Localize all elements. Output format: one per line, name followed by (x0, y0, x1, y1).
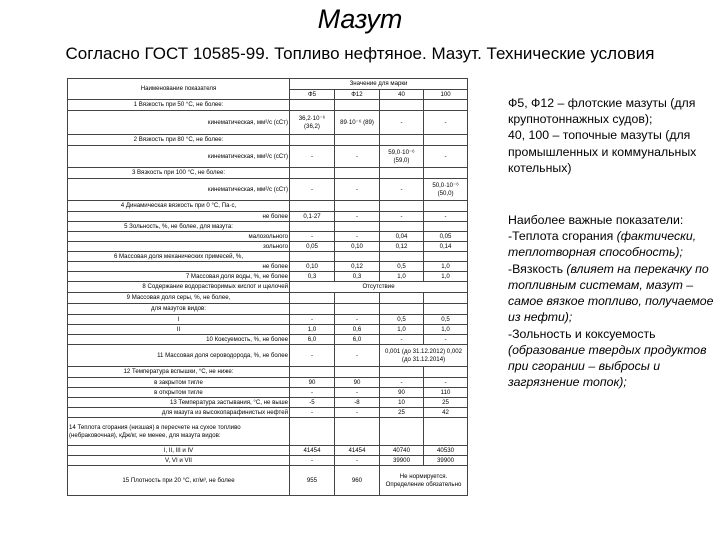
table-row (68, 242, 468, 252)
indicator-cell: 6 Массовая доля механических примесей, %, (68, 252, 290, 262)
value-cell: 1,0 (424, 262, 468, 272)
value-cell: 25 (424, 398, 468, 408)
header-mark-40: 40 (380, 90, 424, 100)
value-cell: - (290, 388, 335, 398)
indicator-cell: кинематическая, мм²/с (сСт) (68, 111, 290, 135)
value-cell: 0,14 (424, 242, 468, 252)
value-cell: - (335, 315, 380, 325)
indicator-cell: I (68, 315, 290, 325)
indicator-cell: 11 Массовая доля сероводорода, %, не более (68, 345, 290, 367)
table-row (68, 135, 468, 146)
value-cell: 40740 (380, 446, 424, 456)
table-row (68, 398, 468, 408)
indicator-cell: I, II, III и IV (68, 446, 290, 456)
value-cell: - (335, 212, 380, 222)
value-cell: 955 (290, 466, 335, 496)
value-cell (290, 367, 335, 378)
indicator-cell: в открытом тигле (68, 388, 290, 398)
table-row (68, 378, 468, 388)
value-cell: 1,0 (380, 325, 424, 335)
value-cell (335, 100, 380, 111)
table-row (68, 100, 468, 111)
header-values-title: Значение для марки (290, 79, 468, 90)
value-cell (335, 222, 380, 232)
value-cell (424, 168, 468, 179)
value-cell: 0,6 (335, 325, 380, 335)
table-row (68, 252, 468, 262)
value-cell: 0,10 (335, 242, 380, 252)
value-cell: - (335, 456, 380, 466)
viscosity-label: -Вязкость (508, 261, 563, 276)
value-cell (380, 418, 424, 446)
value-cell: 25 (380, 408, 424, 418)
table-row (68, 367, 468, 378)
indicator-cell: кинематическая, мм²/с (сСт) (68, 179, 290, 201)
fuel-types-note (508, 95, 720, 176)
value-cell: - (424, 212, 468, 222)
table-row (68, 179, 468, 201)
value-cell (380, 135, 424, 146)
table-row (68, 456, 468, 466)
viscosity-note: (влияет на перекачку по топливным системам, мазут – самое вязкое топливо, получаемое из нефти); (508, 261, 714, 325)
table-row (68, 466, 468, 496)
indicator-cell: 3 Вязкость при 100 °С, не более: (68, 168, 290, 179)
indicator-cell: в закрытом тигле (68, 378, 290, 388)
value-cell (335, 135, 380, 146)
value-cell (335, 252, 380, 262)
table-row (68, 212, 468, 222)
value-cell: 90 (380, 388, 424, 398)
value-cell: - (380, 378, 424, 388)
indicator-cell: II (68, 325, 290, 335)
table-row (68, 304, 468, 315)
value-cell (424, 304, 468, 315)
table-row (68, 293, 468, 304)
value-cell: - (380, 212, 424, 222)
value-cell: 0,12 (335, 262, 380, 272)
indicator-cell: 8 Содержание водорастворимых кислот и щелочей (68, 282, 290, 293)
indicator-cell: 9 Массовая доля серы, %, не более, (68, 293, 290, 304)
value-cell: - (290, 456, 335, 466)
table-row (68, 335, 468, 345)
heat-value-item (508, 228, 720, 260)
indicator-cell: 13 Температура застывания, °С, не выше (68, 398, 290, 408)
value-cell: - (424, 378, 468, 388)
header-mark-100: 100 (424, 90, 468, 100)
value-cell: -8 (335, 398, 380, 408)
value-cell: - (290, 146, 335, 168)
value-cell (424, 100, 468, 111)
value-cell: 6,0 (290, 335, 335, 345)
table-row (68, 345, 468, 367)
value-cell (335, 293, 380, 304)
value-cell (380, 168, 424, 179)
indicator-cell: малозольного (68, 232, 290, 242)
value-cell: 40530 (424, 446, 468, 456)
value-cell (380, 222, 424, 232)
value-cell: - (424, 335, 468, 345)
table-row (68, 262, 468, 272)
value-cell: 1,0 (424, 272, 468, 282)
indicator-cell: 5 Зольность, %, не более, для мазута: (68, 222, 290, 232)
header-mark-f12: Ф12 (335, 90, 380, 100)
value-cell: 0,5 (380, 262, 424, 272)
value-cell: - (424, 111, 468, 135)
indicator-cell: V, VI и VII (68, 456, 290, 466)
fleet-fuel-note: Ф5, Ф12 – флотские мазуты (для крупнотоннажных судов); (508, 96, 696, 127)
value-cell: 90 (290, 378, 335, 388)
indicator-cell: 2 Вязкость при 80 °С, не более: (68, 135, 290, 146)
value-cell: 0,5 (380, 315, 424, 325)
value-cell (290, 201, 335, 212)
table-row (68, 446, 468, 456)
value-cell (290, 100, 335, 111)
value-cell (380, 293, 424, 304)
value-cell: 41454 (335, 446, 380, 456)
value-cell: 1,0 (290, 325, 335, 335)
table-row (68, 315, 468, 325)
value-cell (335, 418, 380, 446)
value-cell: 50,0·10⁻⁶ (50,0) (424, 179, 468, 201)
table-row (68, 168, 468, 179)
value-cell (424, 293, 468, 304)
heat-value-label: -Теплота сгорания (508, 229, 614, 244)
value-cell: 0,1·27 (290, 212, 335, 222)
value-cell: 0,3 (290, 272, 335, 282)
page-title: Мазут (317, 4, 403, 34)
value-cell: - (335, 345, 380, 367)
value-cell: - (290, 408, 335, 418)
value-cell: 90 (335, 378, 380, 388)
table-row (68, 388, 468, 398)
value-cell (290, 222, 335, 232)
indicator-cell: 10 Коксуемость, %, не более (68, 335, 290, 345)
table-row (68, 201, 468, 212)
boiler-fuel-note: 40, 100 – топочные мазуты (для промышленных и коммунальных котельных) (508, 128, 697, 175)
value-cell (424, 418, 468, 446)
value-cell (290, 135, 335, 146)
value-cell: - (424, 146, 468, 168)
value-cell: 59,0·10⁻⁶ (59,0) (380, 146, 424, 168)
value-cell: - (380, 111, 424, 135)
value-cell: 0,05 (290, 242, 335, 252)
indicator-cell: 15 Плотность при 20 °С, кг/м³, не более (68, 466, 290, 496)
table-row (68, 325, 468, 335)
value-cell: Отсутствие (290, 282, 468, 293)
value-cell: - (335, 179, 380, 201)
table-row (68, 222, 468, 232)
indicator-cell: кинематическая, мм²/с (сСт) (68, 146, 290, 168)
value-cell (424, 367, 468, 378)
table-row (68, 282, 468, 293)
value-cell (424, 135, 468, 146)
value-cell (335, 367, 380, 378)
value-cell: 39900 (380, 456, 424, 466)
value-cell: 0,05 (424, 232, 468, 242)
indicator-cell: 12 Температура вспышки, °С, не ниже: (68, 367, 290, 378)
indicator-cell: 1 Вязкость при 50 °С, не более: (68, 100, 290, 111)
value-cell (380, 367, 424, 378)
table-row (68, 111, 468, 135)
value-cell: - (335, 388, 380, 398)
value-cell (380, 201, 424, 212)
value-cell: 1,0 (380, 272, 424, 282)
header-indicator: Наименование показателя (68, 79, 290, 100)
value-cell: 0,3 (335, 272, 380, 282)
value-cell: 0,001 (до 31.12.2012) 0,002 (до 31.12.2014) (380, 345, 468, 367)
indicator-cell: для мазутов видов: (68, 304, 290, 315)
value-cell (380, 252, 424, 262)
value-cell: 6,0 (335, 335, 380, 345)
value-cell (380, 100, 424, 111)
key-indicators-note (508, 212, 720, 390)
value-cell (424, 222, 468, 232)
value-cell (424, 252, 468, 262)
value-cell: 89·10⁻⁶ (89) (335, 111, 380, 135)
value-cell (380, 304, 424, 315)
value-cell: Не нормируется. Определение обязательно (380, 466, 468, 496)
value-cell (290, 304, 335, 315)
value-cell: - (290, 345, 335, 367)
value-cell: - (290, 232, 335, 242)
value-cell: - (335, 232, 380, 242)
ash-note: (образование твердых продуктов при сгорании – выбросы и загрязнение топок); (508, 342, 707, 390)
value-cell: 41454 (290, 446, 335, 456)
value-cell: - (380, 335, 424, 345)
indicator-cell: зольного (68, 242, 290, 252)
indicator-cell: не более (68, 262, 290, 272)
value-cell: 0,04 (380, 232, 424, 242)
value-cell: 10 (380, 398, 424, 408)
value-cell: 0,10 (290, 262, 335, 272)
ash-item (508, 326, 720, 391)
value-cell: 0,5 (424, 315, 468, 325)
value-cell: 1,0 (424, 325, 468, 335)
value-cell: 110 (424, 388, 468, 398)
value-cell: 960 (335, 466, 380, 496)
ash-label: -Зольность и коксуемость (508, 326, 656, 341)
value-cell: 39900 (424, 456, 468, 466)
value-cell: -5 (290, 398, 335, 408)
value-cell (335, 304, 380, 315)
value-cell: - (290, 179, 335, 201)
viscosity-item (508, 261, 720, 326)
value-cell: 0,12 (380, 242, 424, 252)
heat-value-note: (фактически, теплотворная способность); (508, 229, 697, 260)
value-cell (335, 168, 380, 179)
value-cell (290, 293, 335, 304)
value-cell: - (335, 408, 380, 418)
value-cell (290, 418, 335, 446)
indicator-cell: 4 Динамическая вязкость при 0 °С, Па·с, (68, 201, 290, 212)
table-row (68, 272, 468, 282)
value-cell: 42 (424, 408, 468, 418)
value-cell (335, 201, 380, 212)
value-cell: - (380, 179, 424, 201)
value-cell: 36,2·10⁻⁶ (36,2) (290, 111, 335, 135)
header-mark-f5: Ф5 (290, 90, 335, 100)
value-cell (424, 201, 468, 212)
value-cell (290, 252, 335, 262)
value-cell: - (335, 146, 380, 168)
indicator-cell: для мазута из высокопарафинистых нефтей (68, 408, 290, 418)
indicator-cell: 7 Массовая доля воды, %, не более (68, 272, 290, 282)
value-cell: - (290, 315, 335, 325)
table-row (68, 232, 468, 242)
table-row (68, 408, 468, 418)
page-subtitle: Согласно ГОСТ 10585-99. Топливо нефтяное. Мазут. Технические условия (65, 44, 655, 63)
value-cell (290, 168, 335, 179)
indicator-cell: не более (68, 212, 290, 222)
spec-table (67, 78, 468, 496)
indicator-cell: 14 Теплота сгорания (низшая) в пересчете на сухое топливо (небраковочная), кДж/кг, не менее, для мазута видов: (68, 418, 290, 446)
table-row (68, 146, 468, 168)
key-indicators-title: Наиболее важные показатели: (508, 213, 684, 227)
table-row (68, 418, 468, 446)
